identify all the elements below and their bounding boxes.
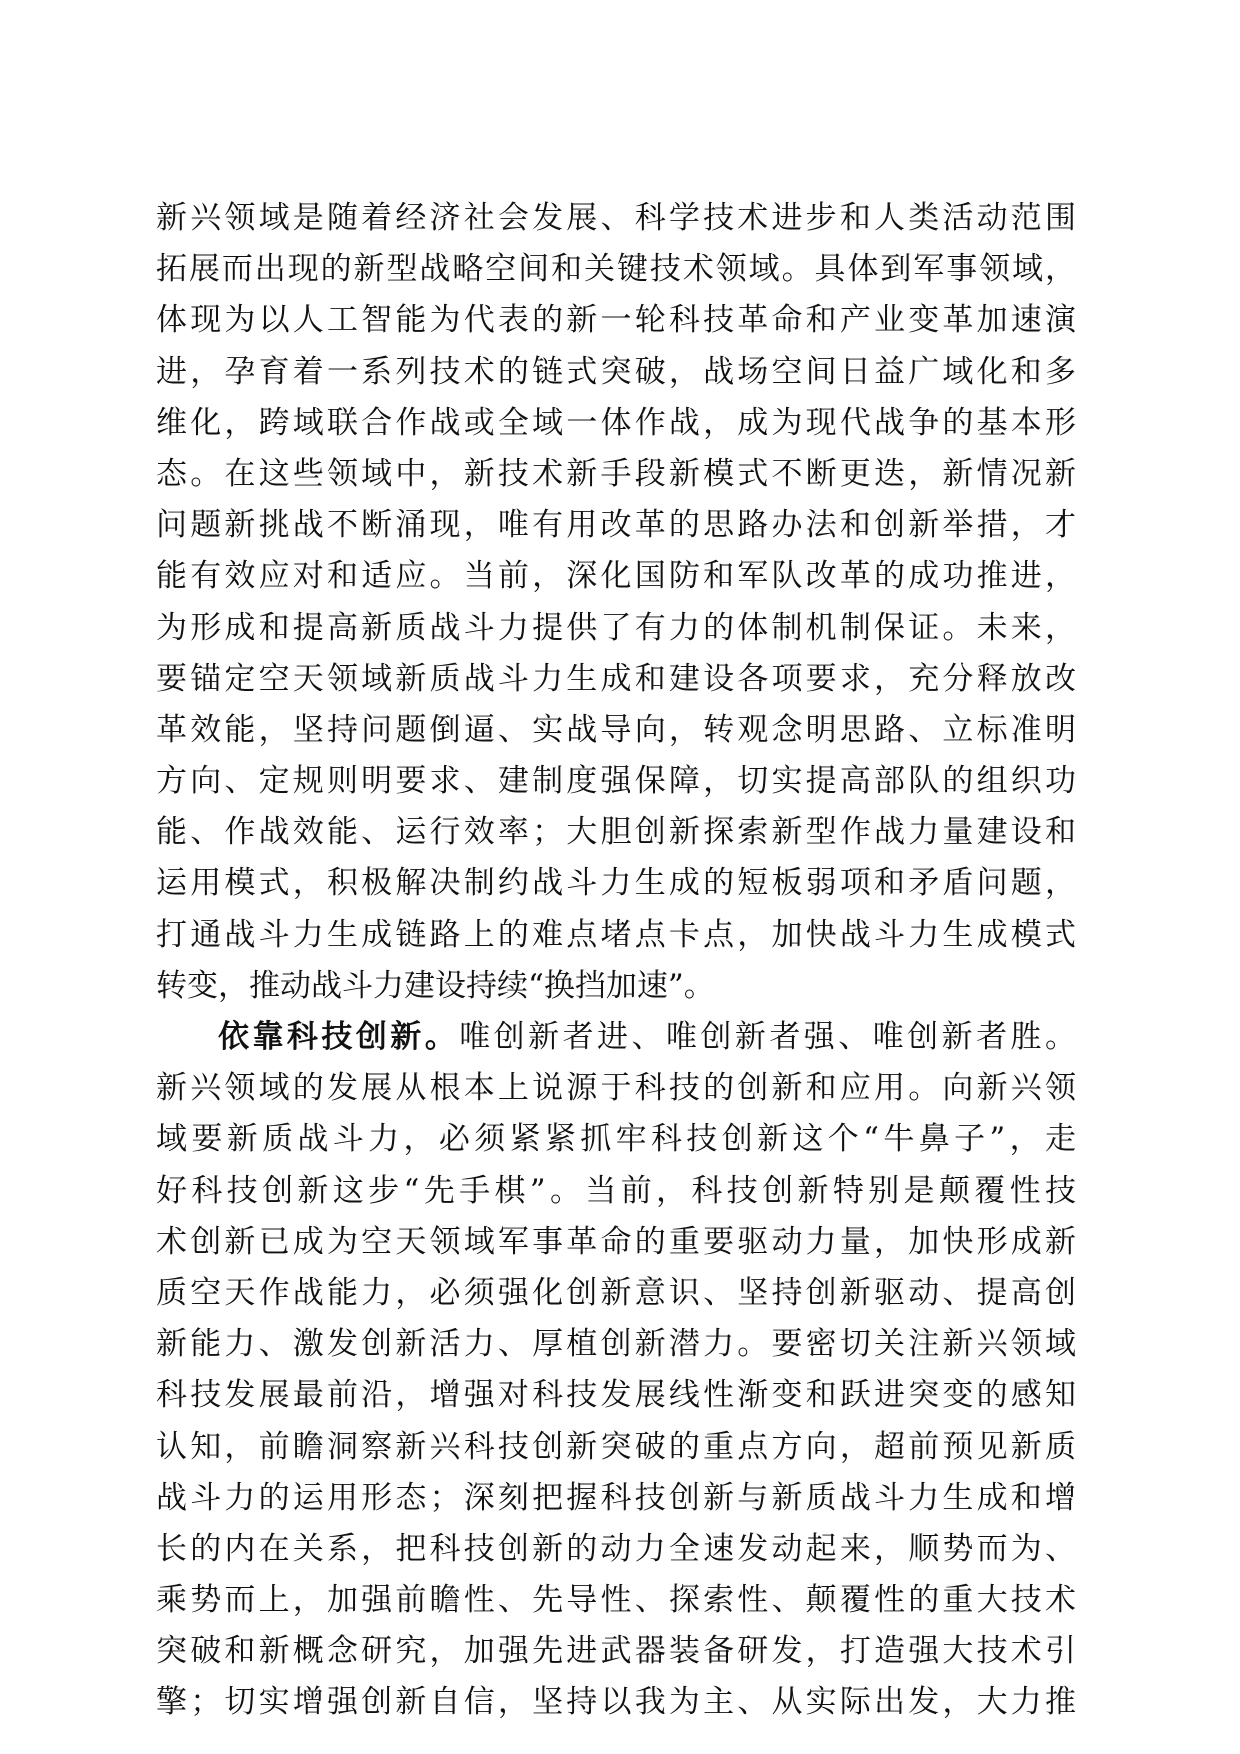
text-line: 新能力、激发创新活力、厚植创新潜力。要密切关注新兴领域 bbox=[156, 1326, 1076, 1363]
body-text bbox=[156, 193, 1076, 1729]
text-line: 进，孕育着一系列技术的链式突破，战场空间日益广域化和多 bbox=[156, 353, 1076, 390]
paragraph-heading: 依靠科技创新。 bbox=[218, 1019, 460, 1055]
text-line: 乘势而上，加强前瞻性、先导性、探索性、颠覆性的重大技术 bbox=[156, 1582, 1076, 1619]
text-line: 维化，跨域联合作战或全域一体作战，成为现代战争的基本形 bbox=[156, 404, 1076, 441]
paragraph-1 bbox=[156, 193, 1076, 1012]
text-line: 运用模式，积极解决制约战斗力生成的短板弱项和矛盾问题， bbox=[156, 865, 1076, 902]
text-line: 新兴领域是随着经济社会发展、科学技术进步和人类活动范围 bbox=[156, 200, 1076, 236]
text-line: 问题新挑战不断涌现，唯有用改革的思路办法和创新举措，才 bbox=[156, 507, 1076, 544]
text-line: 为形成和提高新质战斗力提供了有力的体制机制保证。未来， bbox=[156, 609, 1076, 646]
text-line: 长的内在关系，把科技创新的动力全速发动起来，顺势而为、 bbox=[156, 1530, 1076, 1567]
text-line: 体现为以人工智能为代表的新一轮科技革命和产业变革加速演 bbox=[156, 302, 1076, 339]
text-line: 域要新质战斗力，必须紧紧抓牢科技创新这个“牛鼻子”，走 bbox=[156, 1121, 1076, 1158]
text-line: 转变，推动战斗力建设持续“换挡加速”。 bbox=[156, 967, 715, 1004]
text-line: 突破和新概念研究，加强先进武器装备研发，打造强大技术引 bbox=[156, 1633, 1076, 1670]
text-line: 擎；切实增强创新自信，坚持以我为主、从实际出发，大力推 bbox=[156, 1684, 1076, 1721]
text-line: 方向、定规则明要求、建制度强保障，切实提高部队的组织功 bbox=[156, 763, 1076, 800]
text-line: 术创新已成为空天领域军事革命的重要驱动力量，加快形成新 bbox=[156, 1223, 1076, 1260]
text-line: 能有效应对和适应。当前，深化国防和军队改革的成功推进， bbox=[156, 558, 1076, 595]
paragraph-2 bbox=[156, 1012, 1076, 1729]
text-line: 质空天作战能力，必须强化创新意识、坚持创新驱动、提高创 bbox=[156, 1274, 1076, 1311]
text-line: 要锚定空天领域新质战斗力生成和建设各项要求，充分释放改 bbox=[156, 660, 1076, 697]
text-line: 科技发展最前沿，增强对科技发展线性渐变和跃进突变的感知 bbox=[156, 1377, 1076, 1414]
text-line: 认知，前瞻洞察新兴科技创新突破的重点方向，超前预见新质 bbox=[156, 1428, 1076, 1465]
text-line: 能、作战效能、运行效率；大胆创新探索新型作战力量建设和 bbox=[156, 814, 1076, 851]
text-line: 战斗力的运用形态；深刻把握科技创新与新质战斗力生成和增 bbox=[156, 1479, 1076, 1516]
text-line: 打通战斗力生成链路上的难点堵点卡点，加快战斗力生成模式 bbox=[156, 916, 1076, 953]
text-line: 革效能，坚持问题倒逼、实战导向，转观念明思路、立标准明 bbox=[156, 711, 1076, 748]
text-line: 好科技创新这步“先手棋”。当前，科技创新特别是颠覆性技 bbox=[156, 1172, 1076, 1209]
text-line: 拓展而出现的新型战略空间和关键技术领域。具体到军事领域， bbox=[156, 251, 1076, 288]
heading-line-text: 唯创新者进、唯创新者强、唯创新者胜。 bbox=[459, 1019, 1077, 1055]
text-line: 态。在这些领域中，新技术新手段新模式不断更迭，新情况新 bbox=[156, 455, 1076, 492]
paragraph-heading-line bbox=[156, 1012, 1076, 1063]
text-line: 新兴领域的发展从根本上说源于科技的创新和应用。向新兴领 bbox=[156, 1070, 1076, 1107]
